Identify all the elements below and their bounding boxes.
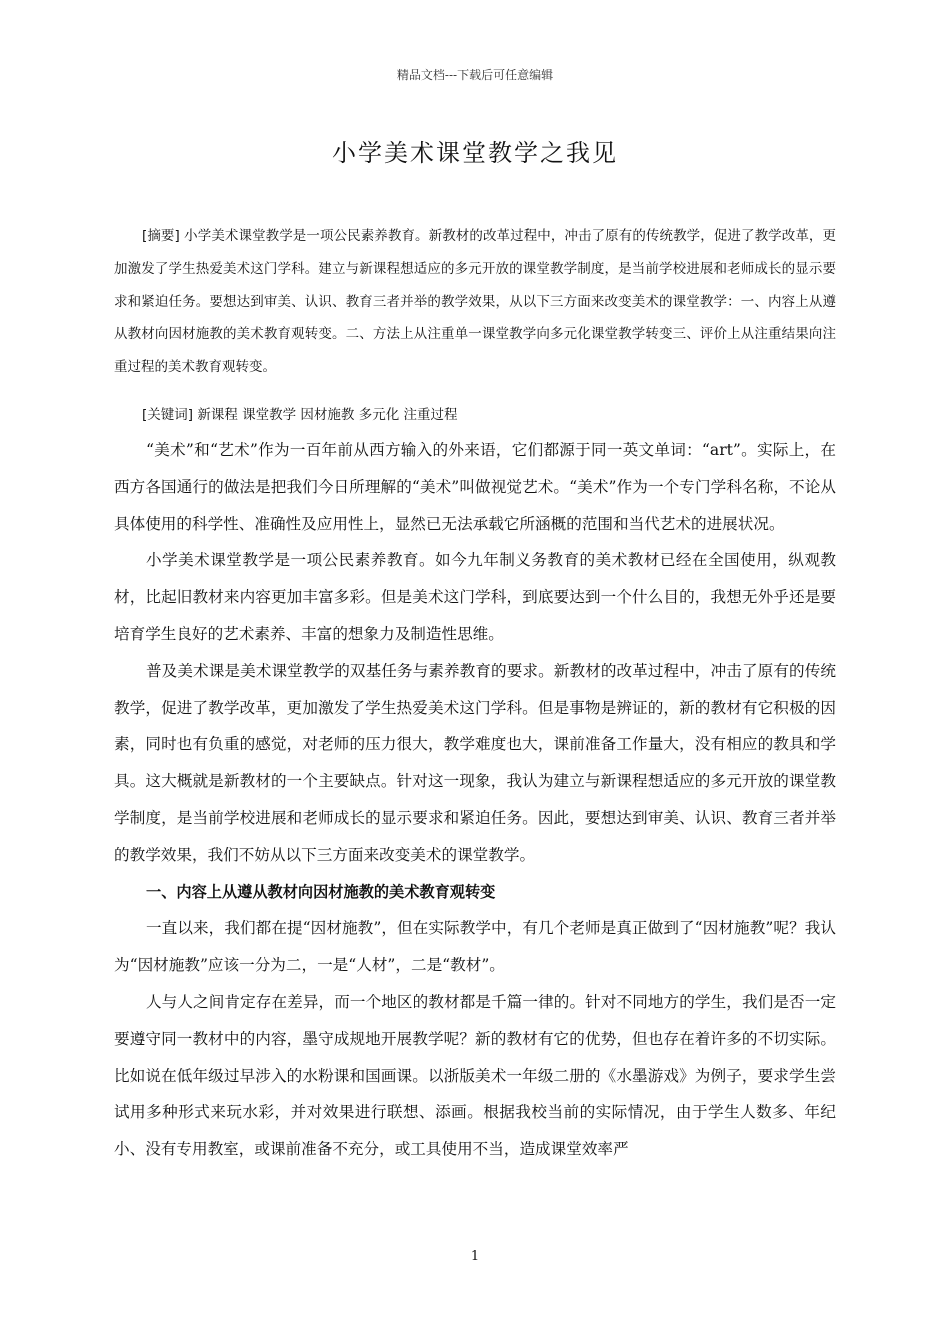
- body-paragraph: 小学美术课堂教学是一项公民素养教育。如今九年制义务教育的美术教材已经在全国使用，纵观教材，比起旧教材来内容更加丰富多彩。但是美术这门学科，到底要达到一个什么目的，我想无外乎还是要培育学生良好的艺术素养、丰富的想象力及制造性思维。: [114, 551, 836, 643]
- abstract-text: 小学美术课堂教学是一项公民素养教育。新教材的改革过程中，冲击了原有的传统教学，促进了教学改革，更加激发了学生热爱美术这门学科。建立与新课程想适应的多元开放的课堂教学制度，是当前学校进展和老师成长的显示要求和紧迫任务。要想达到审美、认识、教育三者并举的教学效果，从以下三方面来改变美术的课堂教学：一、内容上从遵从教材向因材施教的美术教育观转变。二、方法上从注重单一课堂教学向多元化课堂教学转变三、评价上从注重结果向注重过程的美术教育观转变。: [114, 228, 836, 376]
- body-paragraph: “美术”和“艺术”作为一百年前从西方输入的外来语，它们都源于同一英文单词：“art”。实际上，在西方各国通行的做法是把我们今日所理解的“美术”叫做视觉艺术。“美术”作为一个专门学科名称，不论从具体使用的科学性、准确性及应用性上，显然已无法承载它所涵概的范围和当代艺术的进展状况。: [114, 441, 836, 533]
- document-body: [114, 432, 836, 1168]
- body-paragraph: 人与人之间肯定存在差异，而一个地区的教材都是千篇一律的。针对不同地方的学生，我们是否一定要遵守同一教材中的内容，墨守成规地开展教学呢？新的教材有它的优势，但也存在着许多的不切实际。比如说在低年级过早涉入的水粉课和国画课。以浙版美术一年级二册的《水墨游戏》为例子，要求学生尝试用多种形式来玩水彩，并对效果进行联想、添画。根据我校当前的实际情况，由于学生人数多、年纪小、没有专用教室，或课前准备不充分，或工具使用不当，造成课堂效率严: [114, 992, 836, 1159]
- page-header-note: 精品文档---下载后可任意编辑: [396, 68, 554, 82]
- document-title: 小学美术课堂教学之我见: [332, 139, 618, 167]
- body-paragraph: 一直以来，我们都在提“因材施教”，但在实际教学中，有几个老师是真正做到了“因材施教”呢？我认为“因材施教”应该一分为二，一是“人材”，二是“教材”。: [114, 919, 836, 975]
- keywords-label: [关键词]: [142, 407, 194, 423]
- section-heading: 一、内容上从遵从教材向因材施教的美术教育观转变: [146, 882, 496, 901]
- keywords-text: 新课程 课堂教学 因材施教 多元化 注重过程: [197, 407, 458, 423]
- page-number: 1: [470, 1249, 480, 1264]
- body-paragraph: 普及美术课是美术课堂教学的双基任务与素养教育的要求。新教材的改革过程中，冲击了原有的传统教学，促进了教学改革，更加激发了学生热爱美术这门学科。但是事物是辨证的，新的教材有它积极的因素，同时也有负重的感觉，对老师的压力很大，教学难度也大，课前准备工作量大，没有相应的教具和学具。这大概就是新教材的一个主要缺点。针对这一现象，我认为建立与新课程想适应的多元开放的课堂教学制度，是当前学校进展和老师成长的显示要求和紧迫任务。因此，要想达到审美、认识、教育三者并举的教学效果，我们不妨从以下三方面来改变美术的课堂教学。: [114, 661, 836, 864]
- abstract-label: [摘要]: [142, 228, 180, 244]
- abstract-block: [114, 220, 836, 384]
- keywords-block: [142, 401, 836, 429]
